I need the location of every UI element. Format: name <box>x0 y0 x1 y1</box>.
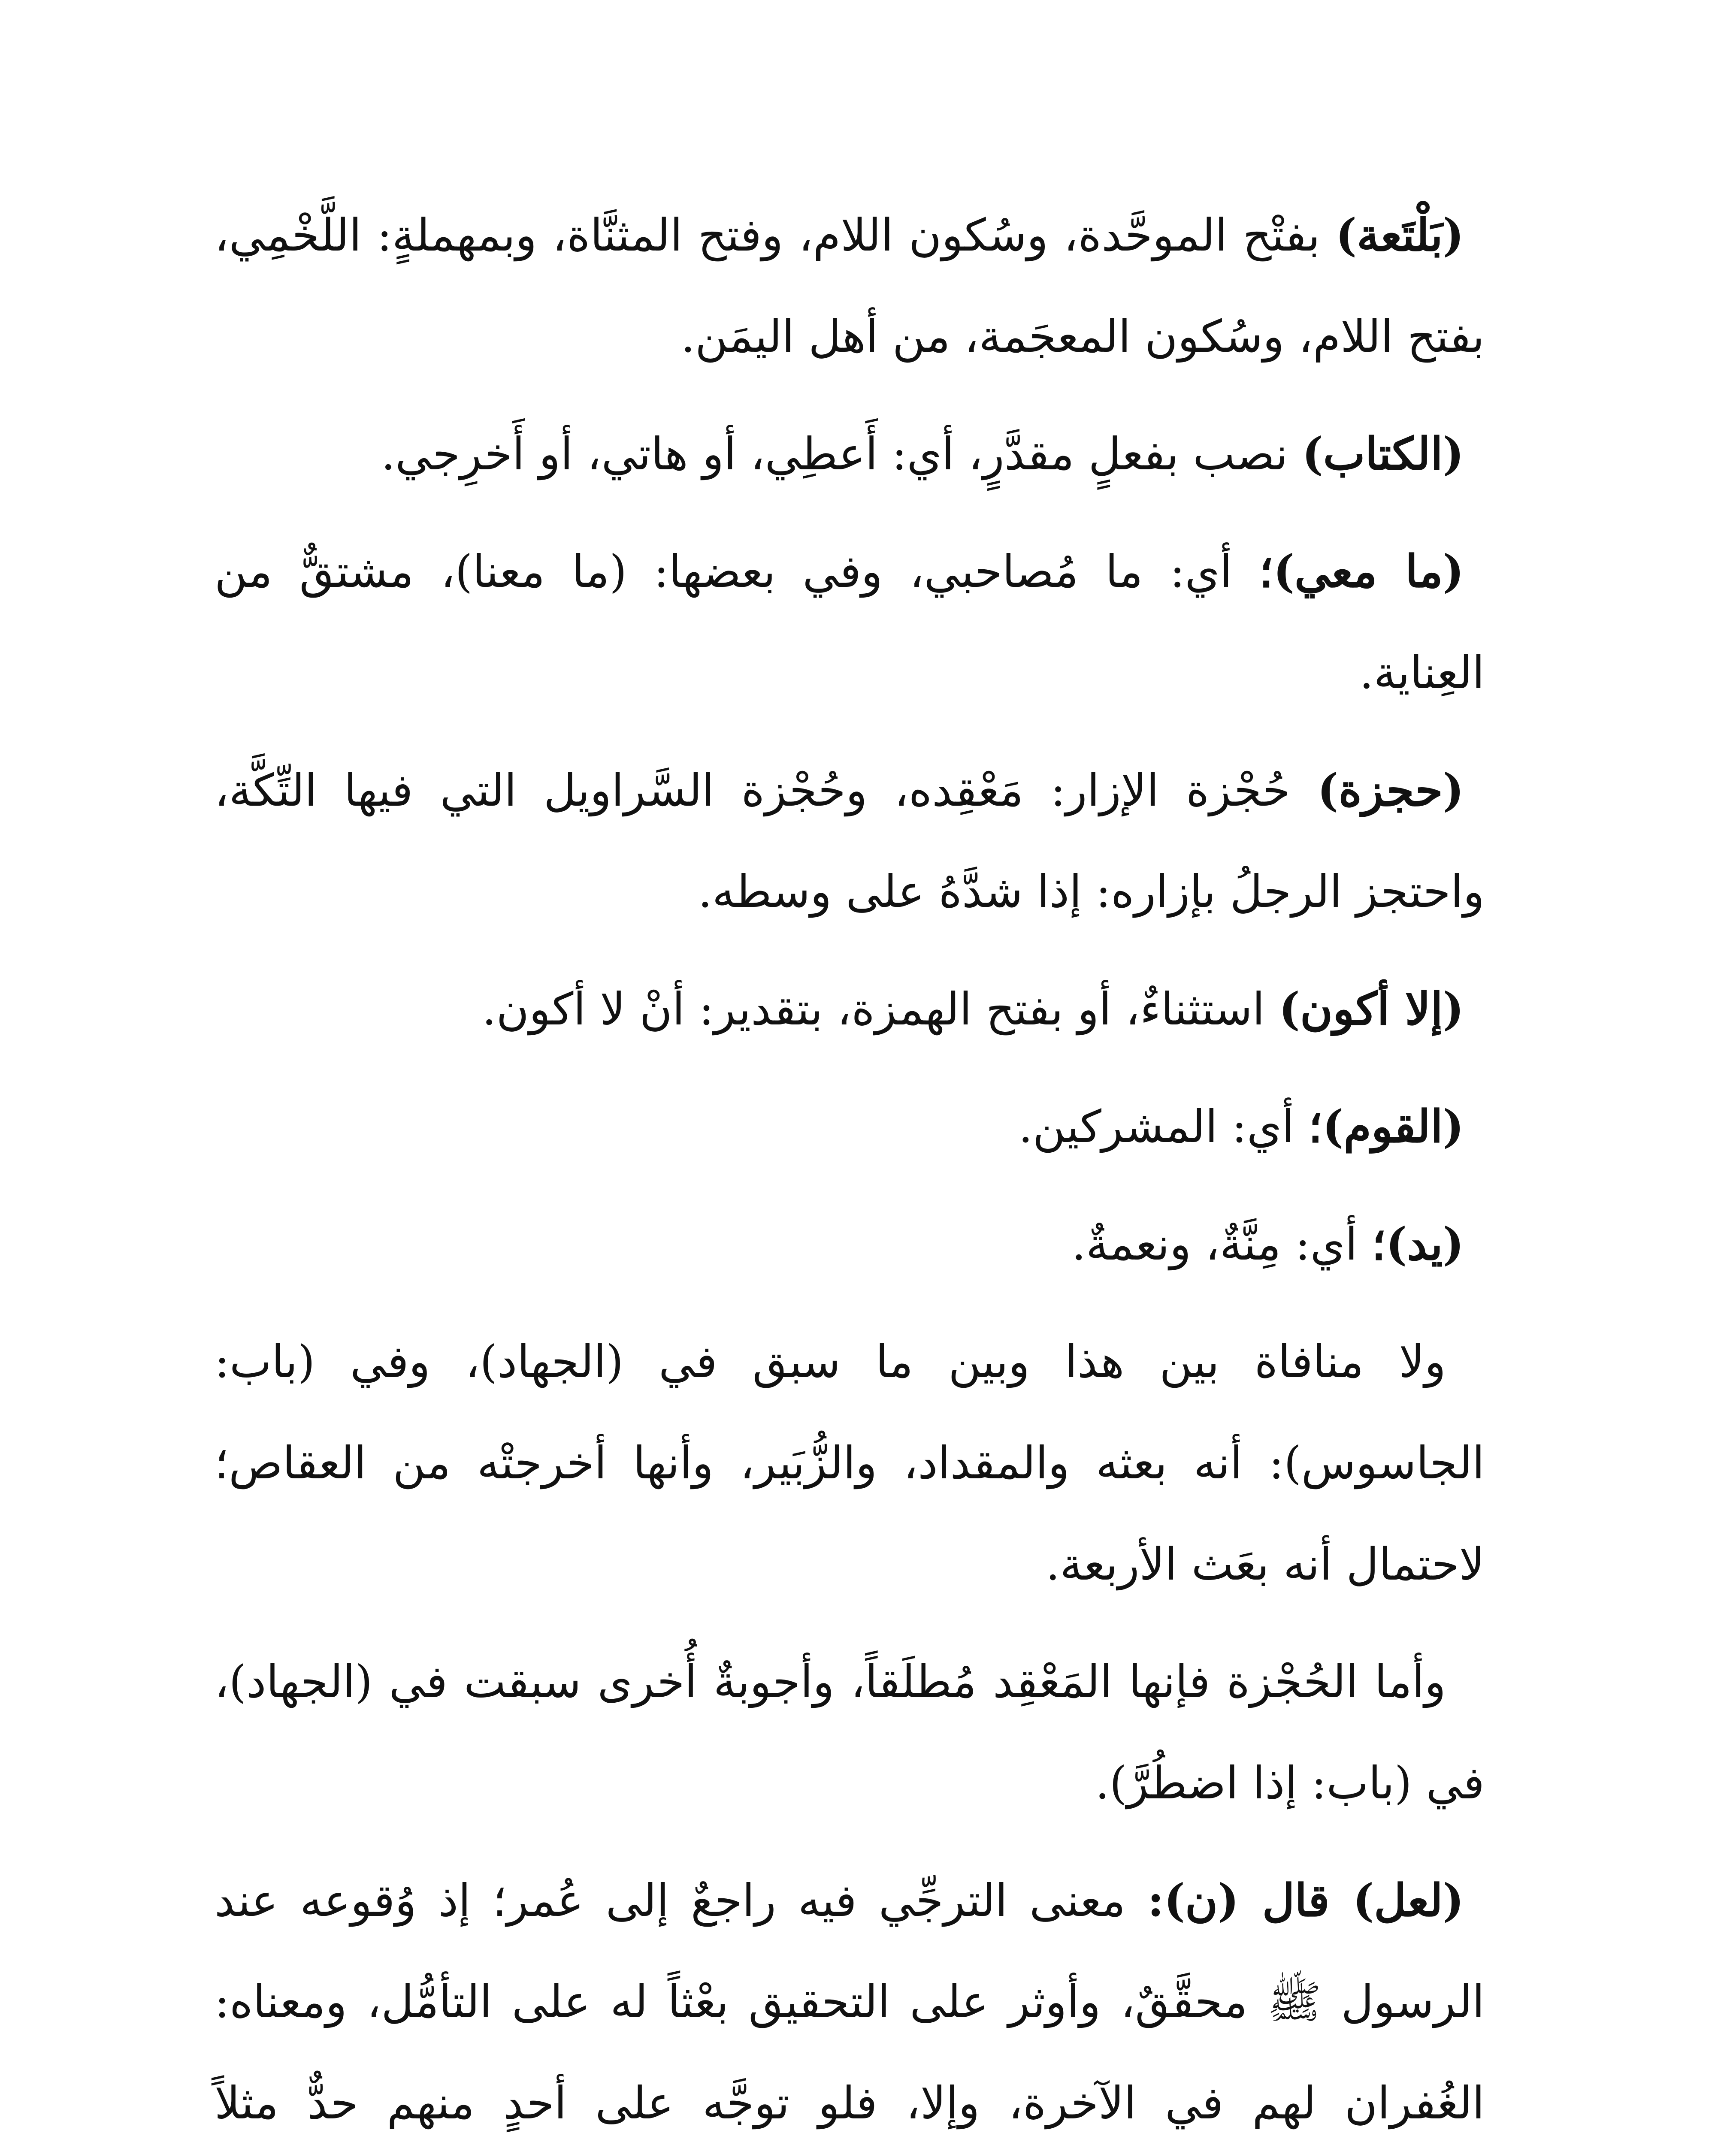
paragraph-text: ولا منافاة بين هذا وبين ما سبق في (الجهاد)، وفي (باب: الجاسوس): أنه بعثه والمقداد، والزُّبَير، وأنها أخرجتْه من العقاص؛ لاحتمال أنه بعَث الأربعة. <box>215 1335 1485 1590</box>
term-label: (بَلْتَعة) <box>1335 208 1464 261</box>
paragraph-yad <box>215 1193 1485 1295</box>
paragraph-text: أي: ما مُصاحبي، وفي بعضها: (ما معنا)، مشتقٌّ من العِناية. <box>215 545 1485 699</box>
term-label: (ما معي)؛ <box>1259 545 1464 598</box>
text-body <box>215 184 1485 2145</box>
paragraph-text: أي: مِنَّةٌ، ونعمةٌ. <box>1071 1218 1372 1270</box>
paragraph-illa-akun <box>215 958 1485 1060</box>
paragraph-text: نصب بفعلٍ مقدَّرٍ، أي: أَعطِي، أو هاتي، أو أَخرِجي. <box>381 428 1302 480</box>
paragraph-kitab <box>215 403 1485 505</box>
paragraph-laalla <box>215 1850 1485 2145</box>
paragraph-text: استثناءٌ، أو بفتح الهمزة، بتقدير: أنْ لا أكون. <box>482 983 1279 1035</box>
paragraph-text: حُجْزة الإزار: مَعْقِده، وحُجْزة السَّراويل التي فيها التِّكَّة، واحتجز الرجلُ بإزاره: إذا شدَّهُ على وسطه. <box>215 764 1485 918</box>
paragraph-ma-mai <box>215 521 1485 723</box>
paragraph-baltaa <box>215 184 1485 387</box>
paragraph-text: وأما الحُجْزة فإنها المَعْقِد مُطلَقاً، وأجوبةٌ أُخرى سبقت في (الجهاد)، في (باب: إذا اضطُرَّ). <box>215 1656 1485 1809</box>
term-label: (القوم)؛ <box>1308 1100 1464 1153</box>
term-label: (يد)؛ <box>1371 1218 1464 1270</box>
term-label: (حجزة) <box>1317 764 1464 816</box>
term-label: (إلا أكون) <box>1279 982 1464 1035</box>
term-label: (الكتاب) <box>1302 427 1464 480</box>
paragraph-amma-hujza <box>215 1631 1485 1834</box>
paragraph-munafa <box>215 1311 1485 1615</box>
paragraph-hujza <box>215 740 1485 942</box>
paragraph-text: بفتْح الموحَّدة، وسُكون اللام، وفتح المثنَّاة، وبمهملةٍ: اللَّخْمِي، بفتح اللام، وسُكون المعجَمة، من أهل اليمَن. <box>215 209 1485 363</box>
paragraph-text: معنى الترجِّي فيه راجعٌ إلى عُمر؛ إذ وُقوعه عند الرسول ﷺ محقَّقٌ، وأوثر على التحقيق بعْثاً له على التأمُّل، ومعناه: الغُفران لهم في الآخرة، وإلا، فلو توجَّه على أحدٍ منهم حدٌّ مثلاً <box>215 1874 1485 2129</box>
paragraph-qawm <box>215 1076 1485 1177</box>
term-label: (لعل) قال (ن): <box>1147 1874 1464 1927</box>
paragraph-text: أي: المشركين. <box>1018 1100 1309 1153</box>
